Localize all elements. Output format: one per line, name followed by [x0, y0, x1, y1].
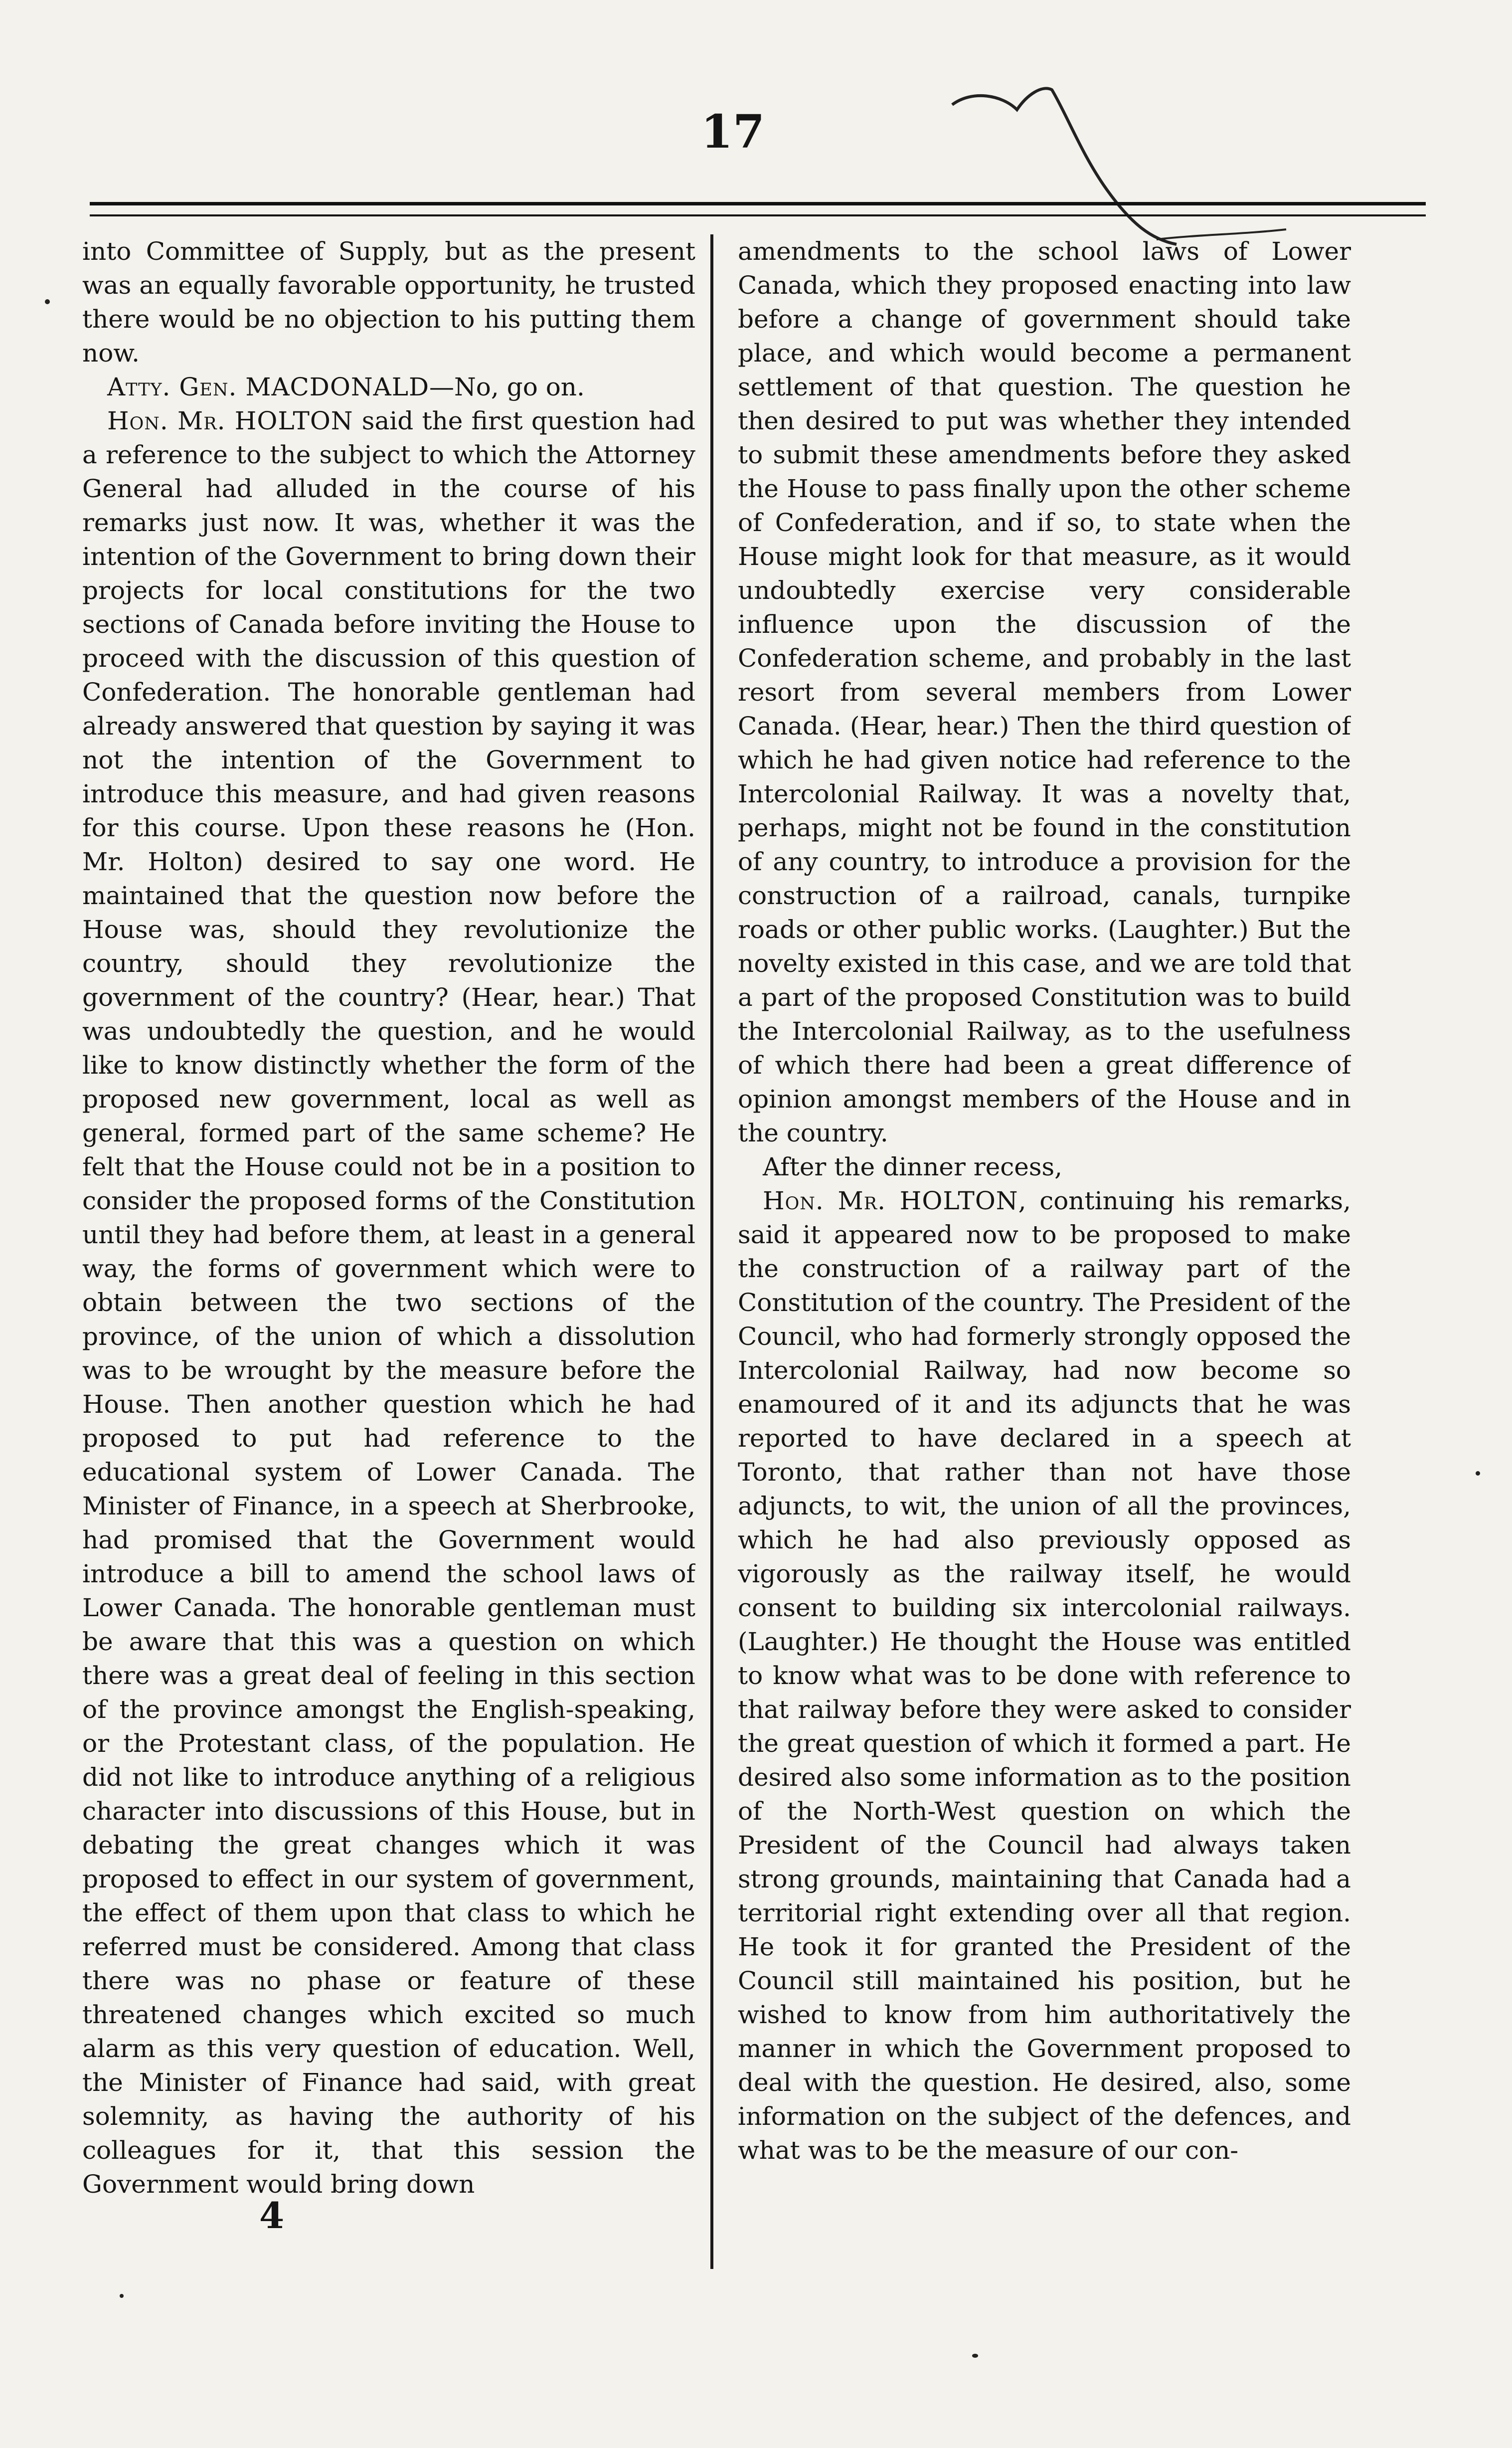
print-speck — [1476, 1471, 1480, 1476]
paragraph-text: —No, go on. — [429, 373, 585, 401]
print-speck — [120, 2294, 124, 2298]
paragraph — [82, 404, 695, 2201]
paragraph-text: , continuing his remarks, said it appeared now to be proposed to make the construction of a railway part of the Constitution of the country. The President of the Council, who had formerly strongly opposed the Intercolonial Railway, had now become so enamoured of it and its adjuncts that he was reported to have declared in a speech at Toronto, that rather than not have those adjuncts, to wit, the union of all the provinces, which he had also previously opposed as vigorously as the railway itself, he would consent to building six intercolonial railways. (Laughter.) He thought the House was entitled to know what was to be done with reference to that railway before they were asked to consider the great question of which it formed a part. He desired also some information as to the position of the North-West question on which the President of the Council had always taken strong grounds, maintaining that Canada had a territorial right extending over all that region. He took it for granted the President of the Council still maintained his position, but he wished to know from him authoritatively the manner in which the Government proposed to deal with the question. He desired, also, some information on the subject of the defences, and what was to be the measure of our con- — [738, 1186, 1351, 2165]
left-column — [82, 234, 695, 2229]
page-number: 17 — [700, 105, 765, 159]
print-speck — [45, 299, 50, 304]
paragraph-text: into Committee of Supply, but as the present was an equally favorable opportunity, he trusted there would be no objection to his putting them now. — [82, 237, 695, 368]
signature-mark: 4 — [259, 2194, 285, 2237]
right-column — [738, 234, 1351, 2229]
paragraph — [738, 234, 1351, 1150]
paragraph-text: After the dinner recess, — [763, 1152, 1063, 1181]
paragraph-text: said the first question had a reference to the subject to which the Attorney General had alluded in the course of his remarks just now. It was, whether it was the intention of the Government to bring down their projects for local constitutions for the two sections of Canada before inviting the House to proceed with the discussion of this question of Confederation. The honorable gentleman had already answered that question by saying it was not the intention of the Government to introduce this measure, and had given reasons for this course. Upon these reasons he (Hon. Mr. Holton) desired to say one word. He maintained that the question now before the House was, should they revolutionize the country, should they revolutionize the government of the country? (Hear, hear.) That was undoubtedly the question, and he would like to know distinctly whether the form of the proposed new government, local as well as general, formed part of the same scheme? He felt that the House could not be in a position to consider the proposed forms of the Constitution until they had before them, at least in a general way, the forms of government which were to obtain between the two sections of the province, of the union of which a dissolution was to be wrought by the measure before the House. Then another question which he had proposed to put had reference to the educational system of Lower Canada. The Minister of Finance, in a speech at Sherbrooke, had promised that the Government would introduce a bill to amend the school laws of Lower Canada. The honorable gentleman must be aware that this was a question on which there was a great deal of feeling in this section of the province amongst the English-speaking, or the Protestant class, of the population. He did not like to introduce anything of a religious character into discussions of this House, but in debating the great changes which it was proposed to effect in our system of government, the effect of them upon that class to which he referred must be considered. Among that class there was no phase or feature of these threatened changes which excited so much alarm as this very question of education. Well, the Minister of Finance had said, with great solemnity, as having the authority of his colleagues for it, that this session the Government would bring down — [82, 406, 695, 2199]
header-rule — [90, 202, 1426, 216]
paragraph — [738, 1150, 1351, 1184]
handwritten-pen-mark — [942, 75, 1291, 254]
speaker-name: Hon. Mr. HOLTON — [107, 406, 353, 435]
speaker-name: Atty. Gen. MACDONALD — [107, 373, 430, 401]
paragraph — [738, 1184, 1351, 2167]
print-speck — [972, 2354, 978, 2358]
paragraph — [82, 234, 695, 370]
speaker-name: Hon. Mr. HOLTON — [763, 1186, 1018, 1215]
paragraph-text: amendments to the school laws of Lower Canada, which they proposed enacting into law before a change of government should take place, and which would become a permanent settlement of that question. The question he then desired to put was whether they intended to submit these amendments before they asked the House to pass finally upon the other scheme of Confederation, and if so, to state when the House might look for that measure, as it would undoubtedly exercise very considerable influence upon the discussion of the Confederation scheme, and probably in the last resort from several members from Lower Canada. (Hear, hear.) Then the third question of which he had given notice had reference to the Intercolonial Railway. It was a novelty that, perhaps, might not be found in the constitution of any country, to introduce a provision for the construction of a railroad, canals, turnpike roads or other public works. (Laughter.) But the novelty existed in this case, and we are told that a part of the proposed Constitution was to build the Intercolonial Railway, as to the usefulness of which there had been a great difference of opinion amongst members of the House and in the country. — [738, 237, 1351, 1147]
column-divider — [710, 234, 713, 2269]
paragraph — [82, 370, 695, 404]
